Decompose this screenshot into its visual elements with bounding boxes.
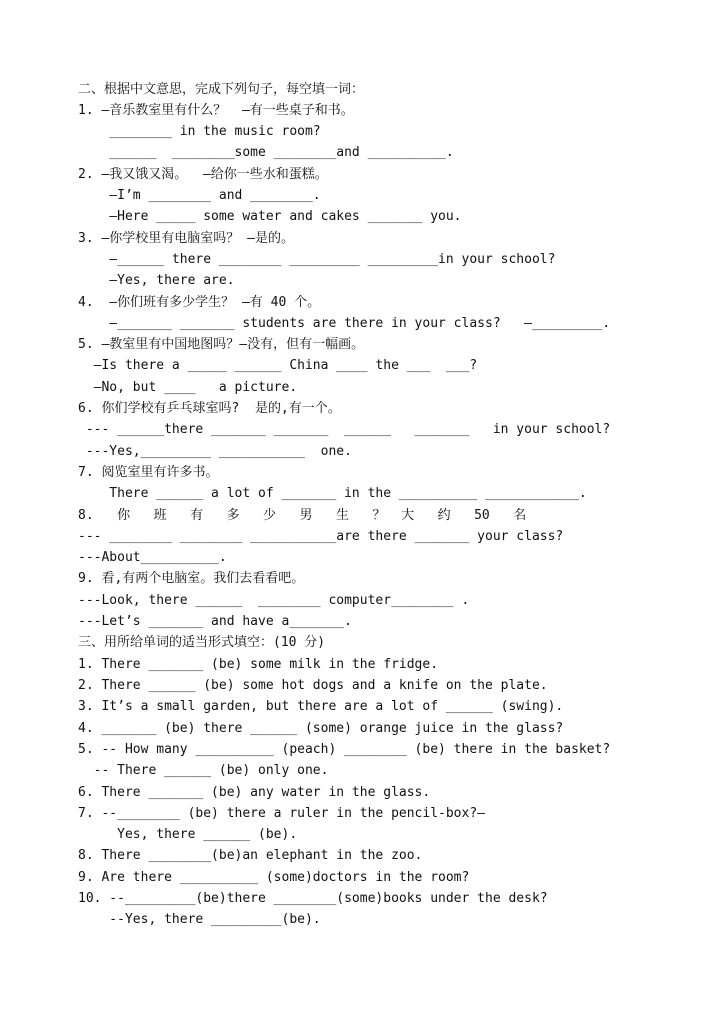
q7-prompt: 7. 阅览室里有许多书。	[78, 465, 219, 480]
section-3-heading: 三、用所给单词的适当形式填空：(10 分)	[78, 635, 326, 650]
s3-q5: 5. -- How many __________ (peach) ________ (be) there in the basket?	[78, 742, 611, 757]
q1-line-a: ________ in the music room?	[78, 124, 321, 139]
s3-q8: 8. There ________(be)an elephant in the zoo.	[78, 848, 423, 863]
q3-prompt: 3. —你学校里有电脑室吗？ —是的。	[78, 231, 294, 246]
q9-line-b: ---Let’s _______ and have a_______.	[78, 614, 352, 629]
s3-q3: 3. It’s a small garden, but there are a lot of ______ (swing).	[78, 699, 564, 714]
q2-prompt: 2. —我又饿又渴。 —给你一些水和蛋糕。	[78, 167, 328, 182]
q5-line-b: —No, but ____ a picture.	[78, 380, 298, 395]
q2-line-a: —I’m ________ and ________.	[78, 188, 321, 203]
q2-line-b: —Here _____ some water and cakes _______ you.	[78, 209, 462, 224]
q6-prompt: 6. 你们学校有乒乓球室吗? 是的,有一个。	[78, 401, 341, 416]
q8-line-b: ---About__________.	[78, 550, 227, 565]
s3-q1: 1. There _______ (be) some milk in the fridge.	[78, 657, 439, 672]
q4-prompt: 4. —你们班有多少学生？ —有 40 个。	[78, 295, 321, 310]
q6-line-b: ---Yes,_________ ___________ one.	[78, 444, 352, 459]
section-2-heading: 二、根据中文意思，完成下列句子，每空填一词：	[78, 82, 365, 97]
q5-prompt: 5. —教室里有中国地图吗？—没有，但有一幅画。	[78, 337, 365, 352]
s3-q10: 10. --_________(be)there ________(some)books under the desk?	[78, 891, 548, 906]
q7-line-a: There ______ a lot of _______ in the __________ ____________.	[78, 486, 587, 501]
q9-line-a: ---Look, there ______ ________ computer________ .	[78, 593, 470, 608]
q8-prompt: 8. 你 班 有 多 少 男 生 ？ 大 约 50 名	[78, 508, 527, 523]
q9-prompt: 9. 看,有两个电脑室。我们去看看吧。	[78, 571, 305, 586]
q1-line-b: ______ ________some ________and __________.	[78, 145, 454, 160]
s3-q5-answer: -- There ______ (be) only one.	[78, 763, 329, 778]
q3-line-a: —______ there ________ _________ _________in your school?	[78, 252, 556, 267]
s3-q6: 6. There _______ (be) any water in the glass.	[78, 785, 431, 800]
s3-q7-answer: Yes, there ______ (be).	[78, 827, 298, 842]
q4-line-a: —_______ _______ students are there in your class? —_________.	[78, 316, 611, 331]
s3-q2: 2. There ______ (be) some hot dogs and a knife on the plate.	[78, 678, 548, 693]
s3-q7: 7. --________ (be) there a ruler in the pencil-box?—	[78, 806, 485, 821]
s3-q4: 4. _______ (be) there ______ (some) orange juice in the glass?	[78, 721, 564, 736]
s3-q9: 9. Are there __________ (some)doctors in the room?	[78, 870, 470, 885]
s3-q10-answer: --Yes, there _________(be).	[78, 912, 321, 927]
q6-line-a: --- ______there _______ _______ ______ _______ in your school?	[78, 422, 611, 437]
q1-prompt: 1. —音乐教室里有什么？ —有一些桌子和书。	[78, 103, 354, 118]
q8-line-a: --- ________ ________ ___________are there _______ your class?	[78, 529, 564, 544]
q3-line-b: —Yes, there are.	[78, 273, 235, 288]
q5-line-a: —Is there a _____ ______ China ____ the ___ ___?	[78, 358, 478, 373]
